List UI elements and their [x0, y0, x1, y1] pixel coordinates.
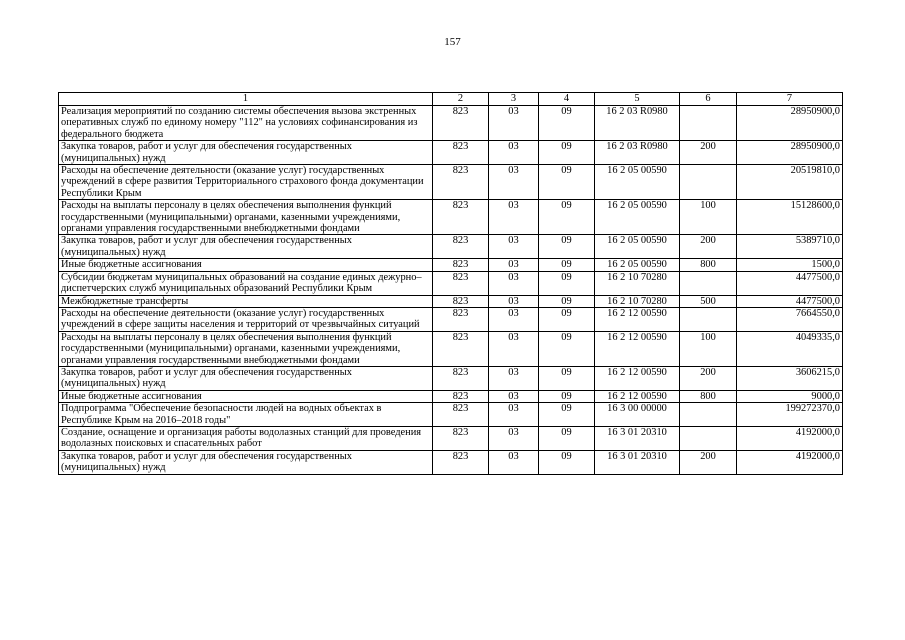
cell-section: 03	[489, 390, 539, 402]
cell-grbs: 823	[433, 450, 489, 474]
cell-name: Иные бюджетные ассигнования	[59, 259, 433, 271]
cell-grbs: 823	[433, 106, 489, 141]
table-row	[59, 403, 843, 427]
cell-grbs: 823	[433, 271, 489, 295]
cell-target-article: 16 2 12 00590	[595, 307, 680, 331]
cell-name: Расходы на обеспечение деятельности (оказание услуг) государственных учреждений в сфере защиты населения и территорий от чрезвычайных ситуаций	[59, 307, 433, 331]
cell-name: Подпрограмма "Обеспечение безопасности людей на водных объектах в Республике Крым на 2016–2018 годы"	[59, 403, 433, 427]
table-row	[59, 106, 843, 141]
cell-section: 03	[489, 403, 539, 427]
cell-section: 03	[489, 141, 539, 165]
col-header-6: 6	[680, 93, 737, 106]
cell-subsection: 09	[539, 165, 595, 200]
cell-subsection: 09	[539, 200, 595, 235]
cell-subsection: 09	[539, 403, 595, 427]
cell-target-article: 16 2 12 00590	[595, 366, 680, 390]
table-row	[59, 141, 843, 165]
col-header-5: 5	[595, 93, 680, 106]
cell-target-article: 16 2 12 00590	[595, 390, 680, 402]
cell-name: Межбюджетные трансферты	[59, 295, 433, 307]
cell-grbs: 823	[433, 259, 489, 271]
cell-name: Закупка товаров, работ и услуг для обеспечения государственных (муниципальных) нужд	[59, 235, 433, 259]
cell-grbs: 823	[433, 331, 489, 366]
cell-section: 03	[489, 307, 539, 331]
table-row	[59, 307, 843, 331]
cell-target-article: 16 2 10 70280	[595, 271, 680, 295]
cell-amount: 28950900,0	[737, 141, 843, 165]
cell-section: 03	[489, 450, 539, 474]
col-header-4: 4	[539, 93, 595, 106]
col-header-2: 2	[433, 93, 489, 106]
cell-section: 03	[489, 271, 539, 295]
table-row	[59, 235, 843, 259]
cell-amount: 199272370,0	[737, 403, 843, 427]
cell-subsection: 09	[539, 295, 595, 307]
cell-expense-type: 200	[680, 141, 737, 165]
cell-grbs: 823	[433, 366, 489, 390]
cell-subsection: 09	[539, 390, 595, 402]
cell-grbs: 823	[433, 307, 489, 331]
cell-name: Создание, оснащение и организация работы водолазных станций для проведения водолазных поисковых и спасательных работ	[59, 426, 433, 450]
cell-section: 03	[489, 106, 539, 141]
cell-subsection: 09	[539, 141, 595, 165]
table-row	[59, 295, 843, 307]
table-body	[59, 106, 843, 475]
cell-target-article: 16 3 00 00000	[595, 403, 680, 427]
cell-expense-type	[680, 271, 737, 295]
cell-section: 03	[489, 165, 539, 200]
cell-expense-type: 200	[680, 235, 737, 259]
cell-amount: 4192000,0	[737, 450, 843, 474]
cell-target-article: 16 2 05 00590	[595, 165, 680, 200]
cell-name: Закупка товаров, работ и услуг для обеспечения государственных (муниципальных) нужд	[59, 450, 433, 474]
cell-subsection: 09	[539, 235, 595, 259]
cell-grbs: 823	[433, 235, 489, 259]
cell-expense-type	[680, 165, 737, 200]
cell-target-article: 16 2 12 00590	[595, 331, 680, 366]
cell-name: Реализация мероприятий по созданию системы обеспечения вызова экстренных оперативных служб по единому номеру "112" на условиях софинансирования из федерального бюджета	[59, 106, 433, 141]
cell-amount: 15128600,0	[737, 200, 843, 235]
cell-section: 03	[489, 426, 539, 450]
cell-name: Иные бюджетные ассигнования	[59, 390, 433, 402]
cell-amount: 4477500,0	[737, 271, 843, 295]
cell-subsection: 09	[539, 271, 595, 295]
table-row	[59, 165, 843, 200]
col-header-7: 7	[737, 93, 843, 106]
cell-expense-type	[680, 403, 737, 427]
cell-expense-type	[680, 106, 737, 141]
cell-target-article: 16 3 01 20310	[595, 426, 680, 450]
cell-grbs: 823	[433, 295, 489, 307]
table-row	[59, 271, 843, 295]
table-row	[59, 426, 843, 450]
cell-grbs: 823	[433, 426, 489, 450]
cell-amount: 28950900,0	[737, 106, 843, 141]
cell-grbs: 823	[433, 390, 489, 402]
cell-name: Расходы на выплаты персоналу в целях обеспечения выполнения функций государственными (муниципальными) органами, казенными учреждениями, органами управления государственными внебюджетными фондами	[59, 331, 433, 366]
cell-expense-type: 200	[680, 450, 737, 474]
table-row	[59, 450, 843, 474]
cell-target-article: 16 3 01 20310	[595, 450, 680, 474]
cell-subsection: 09	[539, 259, 595, 271]
cell-amount: 4477500,0	[737, 295, 843, 307]
cell-section: 03	[489, 331, 539, 366]
cell-expense-type	[680, 307, 737, 331]
table-row	[59, 366, 843, 390]
cell-expense-type	[680, 426, 737, 450]
budget-table	[58, 92, 843, 475]
cell-expense-type: 200	[680, 366, 737, 390]
cell-amount: 7664550,0	[737, 307, 843, 331]
cell-expense-type: 800	[680, 390, 737, 402]
table-row	[59, 390, 843, 402]
cell-section: 03	[489, 366, 539, 390]
cell-target-article: 16 2 05 00590	[595, 235, 680, 259]
cell-target-article: 16 2 10 70280	[595, 295, 680, 307]
header-row	[59, 93, 843, 106]
cell-amount: 4049335,0	[737, 331, 843, 366]
cell-section: 03	[489, 235, 539, 259]
table-row	[59, 259, 843, 271]
cell-expense-type: 100	[680, 200, 737, 235]
cell-name: Закупка товаров, работ и услуг для обеспечения государственных (муниципальных) нужд	[59, 366, 433, 390]
cell-section: 03	[489, 200, 539, 235]
table-row	[59, 200, 843, 235]
cell-name: Закупка товаров, работ и услуг для обеспечения государственных (муниципальных) нужд	[59, 141, 433, 165]
col-header-3: 3	[489, 93, 539, 106]
cell-amount: 20519810,0	[737, 165, 843, 200]
cell-subsection: 09	[539, 106, 595, 141]
cell-name: Расходы на выплаты персоналу в целях обеспечения выполнения функций государственными (муниципальными) органами, казенными учреждениями, органами управления государственными внебюджетными фондами	[59, 200, 433, 235]
cell-target-article: 16 2 03 R0980	[595, 106, 680, 141]
cell-amount: 1500,0	[737, 259, 843, 271]
col-header-1: 1	[59, 93, 433, 106]
cell-target-article: 16 2 03 R0980	[595, 141, 680, 165]
cell-target-article: 16 2 05 00590	[595, 259, 680, 271]
cell-grbs: 823	[433, 200, 489, 235]
cell-subsection: 09	[539, 366, 595, 390]
cell-section: 03	[489, 259, 539, 271]
cell-expense-type: 500	[680, 295, 737, 307]
page-number: 157	[444, 36, 461, 48]
cell-grbs: 823	[433, 141, 489, 165]
cell-expense-type: 800	[680, 259, 737, 271]
cell-amount: 5389710,0	[737, 235, 843, 259]
cell-subsection: 09	[539, 307, 595, 331]
cell-name: Расходы на обеспечение деятельности (оказание услуг) государственных учреждений в сфере развития Территориального страхового фонда документации Республики Крым	[59, 165, 433, 200]
table-row	[59, 331, 843, 366]
cell-expense-type: 100	[680, 331, 737, 366]
cell-amount: 4192000,0	[737, 426, 843, 450]
cell-amount: 9000,0	[737, 390, 843, 402]
cell-amount: 3606215,0	[737, 366, 843, 390]
cell-grbs: 823	[433, 403, 489, 427]
cell-subsection: 09	[539, 331, 595, 366]
cell-subsection: 09	[539, 426, 595, 450]
cell-target-article: 16 2 05 00590	[595, 200, 680, 235]
cell-grbs: 823	[433, 165, 489, 200]
cell-name: Субсидии бюджетам муниципальных образований на создание единых дежурно–диспетчерских служб муниципальных образований Республики Крым	[59, 271, 433, 295]
cell-section: 03	[489, 295, 539, 307]
cell-subsection: 09	[539, 450, 595, 474]
